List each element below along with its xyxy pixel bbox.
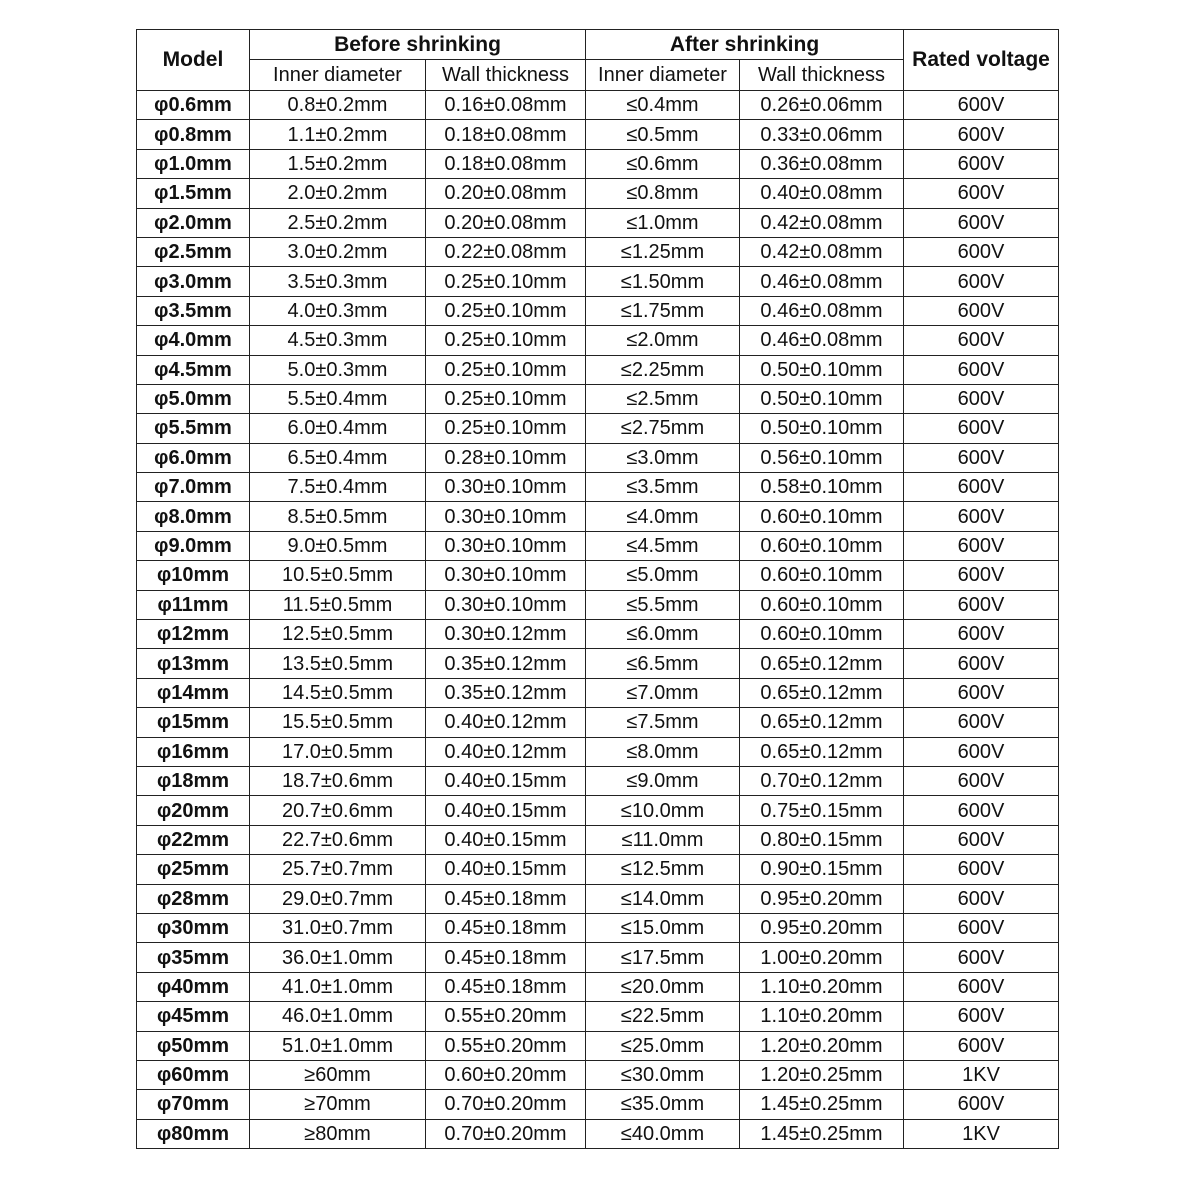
after-inner-cell: ≤35.0mm [586,1090,740,1119]
model-cell: φ0.6mm [137,91,250,120]
before-wall-cell: 0.30±0.10mm [426,473,586,502]
after-inner-cell: ≤2.25mm [586,355,740,384]
before-wall-cell: 0.70±0.20mm [426,1090,586,1119]
before-inner-cell: 0.8±0.2mm [250,91,426,120]
before-wall-cell: 0.35±0.12mm [426,678,586,707]
after-wall-cell: 1.10±0.20mm [740,972,904,1001]
table-row [137,1090,1059,1119]
model-cell: φ22mm [137,825,250,854]
before-wall-cell: 0.40±0.12mm [426,737,586,766]
after-wall-cell: 0.70±0.12mm [740,766,904,795]
voltage-cell: 600V [904,766,1059,795]
after-inner-cell: ≤1.0mm [586,208,740,237]
after-wall-cell: 1.45±0.25mm [740,1090,904,1119]
before-wall-cell: 0.45±0.18mm [426,884,586,913]
table-row [137,620,1059,649]
after-wall-cell: 0.90±0.15mm [740,855,904,884]
before-inner-cell: 4.0±0.3mm [250,296,426,325]
after-wall-cell: 1.10±0.20mm [740,1002,904,1031]
before-wall-cell: 0.35±0.12mm [426,649,586,678]
after-wall-cell: 0.75±0.15mm [740,796,904,825]
voltage-cell: 600V [904,473,1059,502]
table-row [137,237,1059,266]
header-model: Model [137,30,250,91]
table-row [137,913,1059,942]
after-inner-cell: ≤2.5mm [586,384,740,413]
table-row [137,179,1059,208]
after-wall-cell: 0.42±0.08mm [740,208,904,237]
before-wall-cell: 0.25±0.10mm [426,355,586,384]
before-inner-cell: 13.5±0.5mm [250,649,426,678]
after-wall-cell: 0.50±0.10mm [740,355,904,384]
before-inner-cell: 8.5±0.5mm [250,502,426,531]
model-cell: φ5.5mm [137,414,250,443]
before-wall-cell: 0.20±0.08mm [426,179,586,208]
after-wall-cell: 0.46±0.08mm [740,267,904,296]
before-wall-cell: 0.45±0.18mm [426,943,586,972]
voltage-cell: 600V [904,208,1059,237]
before-inner-cell: 6.5±0.4mm [250,443,426,472]
after-wall-cell: 1.20±0.25mm [740,1060,904,1089]
before-inner-cell: 2.0±0.2mm [250,179,426,208]
voltage-cell: 600V [904,355,1059,384]
voltage-cell: 600V [904,649,1059,678]
after-inner-cell: ≤15.0mm [586,913,740,942]
voltage-cell: 600V [904,855,1059,884]
table-row [137,326,1059,355]
before-inner-cell: 1.1±0.2mm [250,120,426,149]
voltage-cell: 1KV [904,1119,1059,1148]
before-inner-cell: 29.0±0.7mm [250,884,426,913]
after-wall-cell: 0.60±0.10mm [740,590,904,619]
before-wall-cell: 0.40±0.12mm [426,708,586,737]
table-row [137,825,1059,854]
model-cell: φ0.8mm [137,120,250,149]
before-wall-cell: 0.40±0.15mm [426,796,586,825]
table-row [137,296,1059,325]
after-inner-cell: ≤2.75mm [586,414,740,443]
table-row [137,267,1059,296]
before-inner-cell: 18.7±0.6mm [250,766,426,795]
before-wall-cell: 0.70±0.20mm [426,1119,586,1148]
table-row [137,384,1059,413]
after-inner-cell: ≤1.75mm [586,296,740,325]
model-cell: φ12mm [137,620,250,649]
after-inner-cell: ≤40.0mm [586,1119,740,1148]
before-wall-cell: 0.18±0.08mm [426,120,586,149]
header-after-shrinking: After shrinking [586,30,904,60]
voltage-cell: 600V [904,913,1059,942]
before-inner-cell: 22.7±0.6mm [250,825,426,854]
after-wall-cell: 0.60±0.10mm [740,531,904,560]
after-wall-cell: 0.50±0.10mm [740,384,904,413]
model-cell: φ6.0mm [137,443,250,472]
before-wall-cell: 0.55±0.20mm [426,1002,586,1031]
before-wall-cell: 0.16±0.08mm [426,91,586,120]
voltage-cell: 600V [904,326,1059,355]
after-inner-cell: ≤4.5mm [586,531,740,560]
before-inner-cell: ≥60mm [250,1060,426,1089]
before-wall-cell: 0.25±0.10mm [426,326,586,355]
before-inner-cell: 2.5±0.2mm [250,208,426,237]
after-wall-cell: 0.95±0.20mm [740,884,904,913]
model-cell: φ15mm [137,708,250,737]
table-row [137,737,1059,766]
before-inner-cell: 15.5±0.5mm [250,708,426,737]
after-wall-cell: 0.58±0.10mm [740,473,904,502]
after-inner-cell: ≤7.5mm [586,708,740,737]
table-row [137,91,1059,120]
model-cell: φ25mm [137,855,250,884]
after-inner-cell: ≤10.0mm [586,796,740,825]
after-wall-cell: 0.65±0.12mm [740,649,904,678]
before-inner-cell: 46.0±1.0mm [250,1002,426,1031]
after-wall-cell: 1.45±0.25mm [740,1119,904,1148]
before-inner-cell: 12.5±0.5mm [250,620,426,649]
after-wall-cell: 0.46±0.08mm [740,326,904,355]
table-row [137,208,1059,237]
before-wall-cell: 0.40±0.15mm [426,825,586,854]
after-inner-cell: ≤3.0mm [586,443,740,472]
model-cell: φ4.5mm [137,355,250,384]
voltage-cell: 600V [904,237,1059,266]
after-inner-cell: ≤0.6mm [586,149,740,178]
before-inner-cell: 5.0±0.3mm [250,355,426,384]
voltage-cell: 600V [904,443,1059,472]
table-row [137,855,1059,884]
after-inner-cell: ≤20.0mm [586,972,740,1001]
before-inner-cell: 6.0±0.4mm [250,414,426,443]
after-inner-cell: ≤12.5mm [586,855,740,884]
after-inner-cell: ≤6.5mm [586,649,740,678]
before-wall-cell: 0.22±0.08mm [426,237,586,266]
voltage-cell: 600V [904,1002,1059,1031]
before-wall-cell: 0.25±0.10mm [426,296,586,325]
model-cell: φ80mm [137,1119,250,1148]
voltage-cell: 600V [904,91,1059,120]
before-inner-cell: 3.5±0.3mm [250,267,426,296]
voltage-cell: 600V [904,825,1059,854]
table-row [137,884,1059,913]
after-inner-cell: ≤11.0mm [586,825,740,854]
model-cell: φ60mm [137,1060,250,1089]
model-cell: φ8.0mm [137,502,250,531]
after-wall-cell: 0.60±0.10mm [740,502,904,531]
after-wall-cell: 0.95±0.20mm [740,913,904,942]
voltage-cell: 600V [904,796,1059,825]
model-cell: φ35mm [137,943,250,972]
before-wall-cell: 0.30±0.12mm [426,620,586,649]
header-rated-voltage: Rated voltage [904,30,1059,91]
before-inner-cell: 11.5±0.5mm [250,590,426,619]
model-cell: φ50mm [137,1031,250,1060]
table-row [137,414,1059,443]
voltage-cell: 600V [904,502,1059,531]
voltage-cell: 600V [904,531,1059,560]
after-inner-cell: ≤6.0mm [586,620,740,649]
table-row [137,678,1059,707]
after-wall-cell: 0.80±0.15mm [740,825,904,854]
before-wall-cell: 0.40±0.15mm [426,855,586,884]
voltage-cell: 600V [904,737,1059,766]
voltage-cell: 600V [904,884,1059,913]
table-row [137,1031,1059,1060]
before-wall-cell: 0.45±0.18mm [426,913,586,942]
voltage-cell: 600V [904,414,1059,443]
header-before-shrinking: Before shrinking [250,30,586,60]
table-row [137,473,1059,502]
before-inner-cell: 25.7±0.7mm [250,855,426,884]
after-wall-cell: 0.65±0.12mm [740,708,904,737]
after-wall-cell: 1.20±0.20mm [740,1031,904,1060]
after-inner-cell: ≤0.4mm [586,91,740,120]
before-inner-cell: 4.5±0.3mm [250,326,426,355]
after-inner-cell: ≤30.0mm [586,1060,740,1089]
table-row [137,590,1059,619]
voltage-cell: 600V [904,1031,1059,1060]
spec-table [136,29,1059,1149]
before-wall-cell: 0.30±0.10mm [426,561,586,590]
model-cell: φ2.0mm [137,208,250,237]
before-wall-cell: 0.55±0.20mm [426,1031,586,1060]
model-cell: φ1.5mm [137,179,250,208]
after-wall-cell: 0.36±0.08mm [740,149,904,178]
after-inner-cell: ≤0.5mm [586,120,740,149]
voltage-cell: 1KV [904,1060,1059,1089]
before-inner-cell: 36.0±1.0mm [250,943,426,972]
after-inner-cell: ≤17.5mm [586,943,740,972]
voltage-cell: 600V [904,149,1059,178]
voltage-cell: 600V [904,972,1059,1001]
model-cell: φ9.0mm [137,531,250,560]
after-wall-cell: 0.65±0.12mm [740,737,904,766]
voltage-cell: 600V [904,296,1059,325]
voltage-cell: 600V [904,384,1059,413]
before-wall-cell: 0.18±0.08mm [426,149,586,178]
header-after-inner-diameter: Inner diameter [586,60,740,91]
after-wall-cell: 1.00±0.20mm [740,943,904,972]
header-after-wall-thickness: Wall thickness [740,60,904,91]
table-row [137,531,1059,560]
model-cell: φ16mm [137,737,250,766]
table-row [137,649,1059,678]
voltage-cell: 600V [904,267,1059,296]
before-wall-cell: 0.20±0.08mm [426,208,586,237]
voltage-cell: 600V [904,943,1059,972]
after-inner-cell: ≤5.0mm [586,561,740,590]
before-wall-cell: 0.40±0.15mm [426,766,586,795]
header-before-wall-thickness: Wall thickness [426,60,586,91]
model-cell: φ3.0mm [137,267,250,296]
model-cell: φ70mm [137,1090,250,1119]
after-wall-cell: 0.60±0.10mm [740,561,904,590]
table-row [137,796,1059,825]
model-cell: φ13mm [137,649,250,678]
voltage-cell: 600V [904,561,1059,590]
model-cell: φ18mm [137,766,250,795]
voltage-cell: 600V [904,678,1059,707]
after-wall-cell: 0.42±0.08mm [740,237,904,266]
after-wall-cell: 0.33±0.06mm [740,120,904,149]
before-inner-cell: 20.7±0.6mm [250,796,426,825]
model-cell: φ40mm [137,972,250,1001]
table-header [137,30,1059,91]
before-inner-cell: 3.0±0.2mm [250,237,426,266]
after-wall-cell: 0.50±0.10mm [740,414,904,443]
after-inner-cell: ≤4.0mm [586,502,740,531]
header-before-inner-diameter: Inner diameter [250,60,426,91]
after-wall-cell: 0.60±0.10mm [740,620,904,649]
table-row [137,943,1059,972]
before-inner-cell: 31.0±0.7mm [250,913,426,942]
after-inner-cell: ≤14.0mm [586,884,740,913]
model-cell: φ14mm [137,678,250,707]
after-wall-cell: 0.46±0.08mm [740,296,904,325]
model-cell: φ10mm [137,561,250,590]
model-cell: φ5.0mm [137,384,250,413]
table-row [137,1002,1059,1031]
voltage-cell: 600V [904,708,1059,737]
before-inner-cell: 9.0±0.5mm [250,531,426,560]
model-cell: φ28mm [137,884,250,913]
table-row [137,561,1059,590]
table-row [137,443,1059,472]
table-body [137,91,1059,1149]
model-cell: φ4.0mm [137,326,250,355]
after-wall-cell: 0.65±0.12mm [740,678,904,707]
table-row [137,1119,1059,1148]
voltage-cell: 600V [904,620,1059,649]
model-cell: φ1.0mm [137,149,250,178]
after-inner-cell: ≤0.8mm [586,179,740,208]
model-cell: φ3.5mm [137,296,250,325]
voltage-cell: 600V [904,120,1059,149]
after-wall-cell: 0.40±0.08mm [740,179,904,208]
before-wall-cell: 0.25±0.10mm [426,414,586,443]
table-row [137,1060,1059,1089]
before-wall-cell: 0.28±0.10mm [426,443,586,472]
table-row [137,502,1059,531]
before-wall-cell: 0.25±0.10mm [426,267,586,296]
voltage-cell: 600V [904,179,1059,208]
table-row [137,708,1059,737]
after-inner-cell: ≤1.50mm [586,267,740,296]
voltage-cell: 600V [904,590,1059,619]
after-wall-cell: 0.26±0.06mm [740,91,904,120]
table-row [137,355,1059,384]
header-row-groups [137,30,1059,60]
after-inner-cell: ≤1.25mm [586,237,740,266]
model-cell: φ11mm [137,590,250,619]
before-inner-cell: 7.5±0.4mm [250,473,426,502]
after-inner-cell: ≤2.0mm [586,326,740,355]
before-inner-cell: ≥80mm [250,1119,426,1148]
after-inner-cell: ≤9.0mm [586,766,740,795]
after-inner-cell: ≤22.5mm [586,1002,740,1031]
after-wall-cell: 0.56±0.10mm [740,443,904,472]
table-row [137,120,1059,149]
model-cell: φ45mm [137,1002,250,1031]
after-inner-cell: ≤5.5mm [586,590,740,619]
model-cell: φ30mm [137,913,250,942]
before-wall-cell: 0.30±0.10mm [426,502,586,531]
before-wall-cell: 0.60±0.20mm [426,1060,586,1089]
model-cell: φ7.0mm [137,473,250,502]
before-wall-cell: 0.45±0.18mm [426,972,586,1001]
model-cell: φ20mm [137,796,250,825]
table-row [137,149,1059,178]
before-inner-cell: 1.5±0.2mm [250,149,426,178]
before-wall-cell: 0.30±0.10mm [426,531,586,560]
before-wall-cell: 0.25±0.10mm [426,384,586,413]
before-inner-cell: ≥70mm [250,1090,426,1119]
model-cell: φ2.5mm [137,237,250,266]
before-inner-cell: 5.5±0.4mm [250,384,426,413]
before-inner-cell: 14.5±0.5mm [250,678,426,707]
before-wall-cell: 0.30±0.10mm [426,590,586,619]
before-inner-cell: 41.0±1.0mm [250,972,426,1001]
after-inner-cell: ≤25.0mm [586,1031,740,1060]
after-inner-cell: ≤8.0mm [586,737,740,766]
before-inner-cell: 10.5±0.5mm [250,561,426,590]
after-inner-cell: ≤3.5mm [586,473,740,502]
table-row [137,972,1059,1001]
after-inner-cell: ≤7.0mm [586,678,740,707]
voltage-cell: 600V [904,1090,1059,1119]
before-inner-cell: 17.0±0.5mm [250,737,426,766]
table-row [137,766,1059,795]
before-inner-cell: 51.0±1.0mm [250,1031,426,1060]
